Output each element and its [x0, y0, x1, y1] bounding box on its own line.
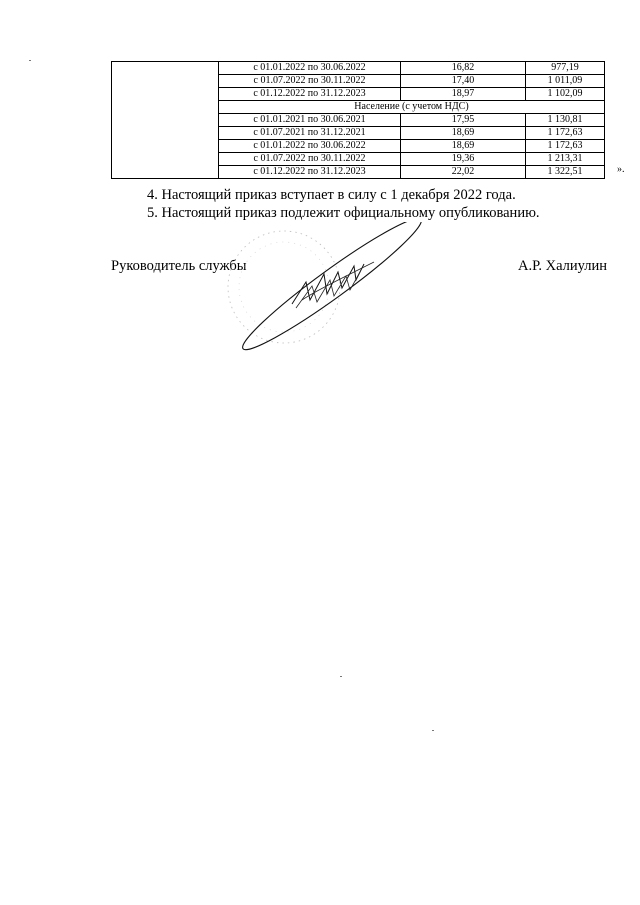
table-cell-value: 18,97 [401, 88, 526, 101]
table-cell-value: 17,95 [401, 114, 526, 127]
stamp-ring-icon [228, 231, 340, 343]
table-cell-value: 1 130,81 [526, 114, 605, 127]
scan-speck [340, 676, 342, 677]
table-cell-value: 1 172,63 [526, 140, 605, 153]
table-cell-period: с 01.01.2022 по 30.06.2022 [219, 62, 401, 75]
clause-5: 5. Настоящий приказ подлежит официальному опубликованию. [147, 205, 540, 221]
signatory-name: А.Р. Халиулин [518, 258, 607, 274]
table-cell-period: с 01.12.2022 по 31.12.2023 [219, 166, 401, 179]
signatory-role: Руководитель службы [111, 258, 247, 274]
table-cell-value: 19,36 [401, 153, 526, 166]
table-cell-value: 1 011,09 [526, 75, 605, 88]
table-cell-value: 1 322,51 [526, 166, 605, 179]
table-cell-value: 1 102,09 [526, 88, 605, 101]
table-cell-value: 17,40 [401, 75, 526, 88]
table-cell-value: 16,82 [401, 62, 526, 75]
table-cell-period: с 01.07.2022 по 30.11.2022 [219, 153, 401, 166]
table-cell-value: 1 172,63 [526, 127, 605, 140]
table-cell-period: с 01.01.2021 по 30.06.2021 [219, 114, 401, 127]
table-cell-period: с 01.07.2021 по 31.12.2021 [219, 127, 401, 140]
tariff-table [111, 61, 605, 179]
table-cell-value: 1 213,31 [526, 153, 605, 166]
table-row [112, 62, 605, 75]
table-cell-value: 18,69 [401, 140, 526, 153]
clause-4: 4. Настоящий приказ вступает в силу с 1 декабря 2022 года. [147, 187, 516, 203]
table-cell-period: с 01.12.2022 по 31.12.2023 [219, 88, 401, 101]
table-cell-value: 18,69 [401, 127, 526, 140]
scan-speck [29, 60, 31, 61]
table-cell-value: 977,19 [526, 62, 605, 75]
table-cell-period: с 01.01.2022 по 30.06.2022 [219, 140, 401, 153]
table-section-header: Население (с учетом НДС) [219, 101, 605, 114]
handwritten-signature [214, 222, 424, 352]
table-cell-period: с 01.07.2022 по 30.11.2022 [219, 75, 401, 88]
table-cell-value: 22,02 [401, 166, 526, 179]
scan-speck [432, 730, 434, 731]
closing-quote: ». [617, 164, 625, 175]
table-merged-cell [112, 62, 219, 179]
